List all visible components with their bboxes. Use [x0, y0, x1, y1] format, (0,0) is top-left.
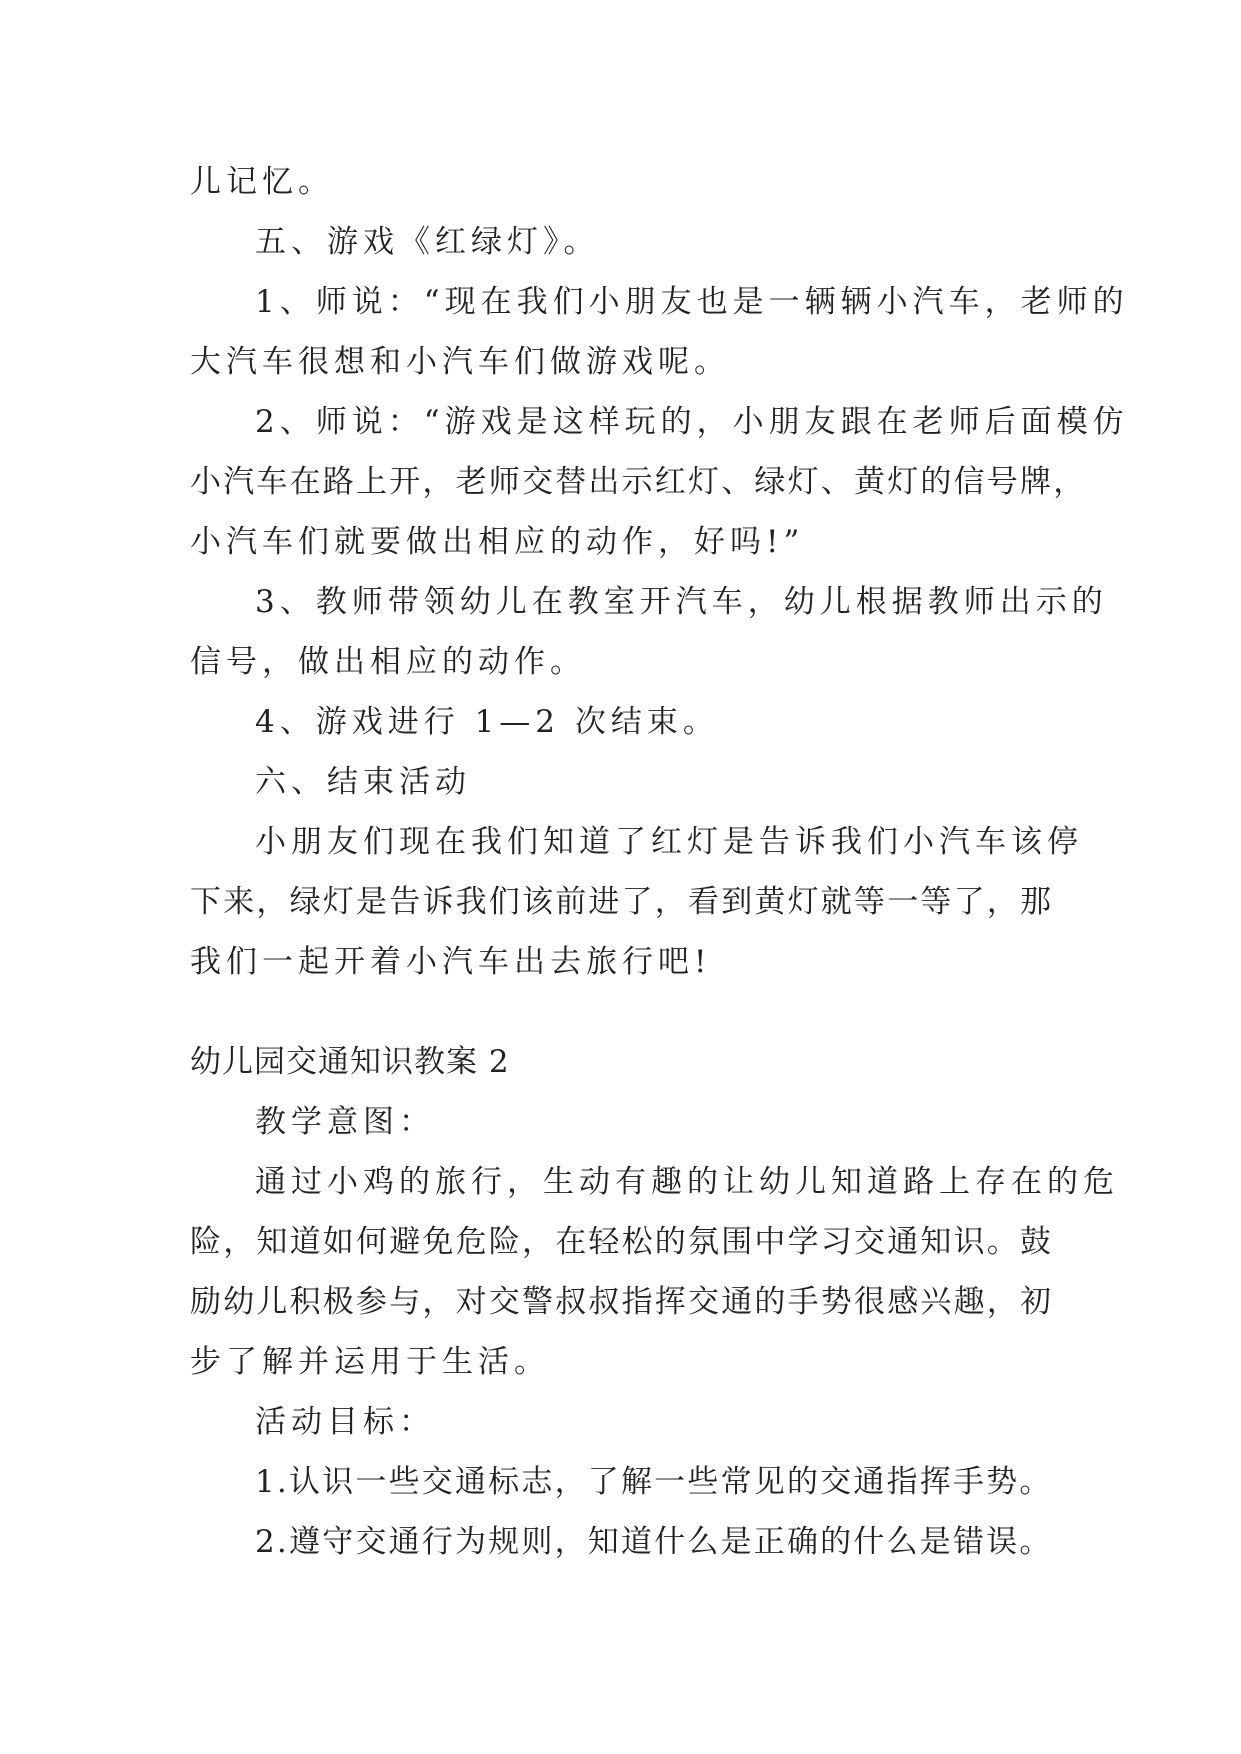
- goal-item-2: 2.遵守交通行为规则，知道什么是正确的什么是错误。: [255, 1524, 1053, 1560]
- paragraph-line: 通过小鸡的旅行，生动有趣的让幼儿知道路上存在的危: [255, 1164, 1119, 1200]
- paragraph-line: 小汽车们就要做出相应的动作，好吗!”: [190, 524, 805, 560]
- paragraph-line: 步了解并运用于生活。: [190, 1344, 550, 1380]
- section-heading-goals: 活动目标：: [255, 1404, 435, 1440]
- paragraph-line: 励幼儿积极参与，对交警叔叔指挥交通的手势很感兴趣，初: [190, 1284, 1054, 1320]
- section-heading-intent: 教学意图：: [255, 1104, 435, 1140]
- paragraph-line: 下来，绿灯是告诉我们该前进了，看到黄灯就等一等了，那: [190, 884, 1054, 920]
- paragraph-line: 小朋友们现在我们知道了红灯是告诉我们小汽车该停: [255, 824, 1083, 860]
- paragraph-line: 4、游戏进行 1—2 次结束。: [255, 704, 719, 740]
- section-heading-end: 六、结束活动: [255, 764, 471, 800]
- paragraph-line: 小汽车在路上开，老师交替出示红灯、绿灯、黄灯的信号牌，: [190, 464, 1087, 500]
- paragraph-line: 2、师说：“游戏是这样玩的，小朋友跟在老师后面模仿: [255, 404, 1129, 440]
- paragraph-line: 儿记忆。: [190, 164, 334, 200]
- paragraph-line: 大汽车很想和小汽车们做游戏呢。: [190, 344, 730, 380]
- goal-item-1: 1.认识一些交通标志，了解一些常见的交通指挥手势。: [255, 1464, 1053, 1500]
- document-title-2: 幼儿园交通知识教案 2: [190, 1044, 510, 1080]
- paragraph-line: 1、师说：“现在我们小朋友也是一辆辆小汽车，老师的: [255, 284, 1129, 320]
- paragraph-line: 险，知道如何避免危险，在轻松的氛围中学习交通知识。鼓: [190, 1224, 1054, 1260]
- section-heading-game: 五、游戏《红绿灯》。: [255, 224, 600, 260]
- paragraph-line: 信号，做出相应的动作。: [190, 644, 586, 680]
- paragraph-line: 我们一起开着小汽车出去旅行吧!: [190, 944, 712, 980]
- paragraph-line: 3、教师带领幼儿在教室开汽车，幼儿根据教师出示的: [255, 584, 1108, 620]
